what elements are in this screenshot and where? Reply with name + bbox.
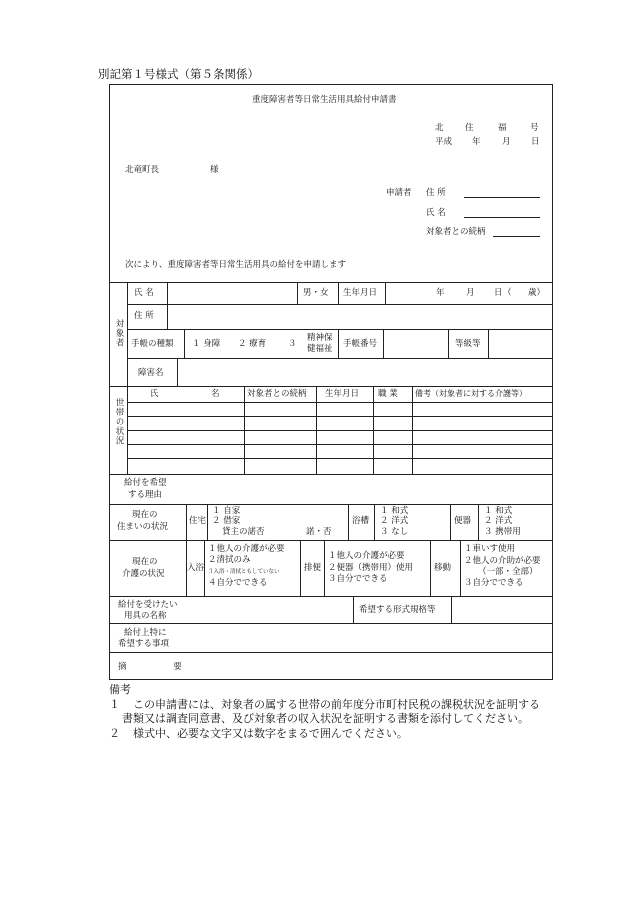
applicant-name-field[interactable]	[464, 209, 540, 218]
date-month[interactable]: 月	[502, 137, 511, 147]
excretion-option-3[interactable]: ３自分でできる	[328, 574, 388, 584]
handbook-option-3[interactable]: ３	[288, 339, 297, 349]
household-header-remarks: 備考（対象者に対する介護等）	[415, 389, 527, 398]
disability-field[interactable]	[178, 359, 552, 386]
spec-field[interactable]	[452, 597, 552, 623]
subject-name-field[interactable]	[168, 283, 297, 304]
mobility-option-2-detail[interactable]: （一部・全部）	[478, 567, 538, 577]
handbook-number-label: 手帳番号	[343, 339, 378, 349]
mental-health-line2: 健福祉	[307, 344, 333, 354]
summary-label: 摘 要	[118, 662, 204, 672]
application-form	[109, 84, 553, 680]
bath-option-3[interactable]: ３ なし	[380, 527, 409, 537]
household-header-name-1: 氏	[150, 389, 159, 399]
note-item-2	[109, 727, 540, 742]
disability-label: 障害名	[138, 368, 164, 378]
addressee-honorific: 様	[210, 165, 219, 175]
handbook-option-1[interactable]: １ 身障	[192, 339, 221, 349]
subject-section-label: 対象者	[114, 319, 124, 348]
household-header-job: 職 業	[378, 389, 398, 399]
housing-option-2[interactable]: ２ 借家	[212, 516, 241, 526]
form-title: 重度障害者等日常生活用具給付申請書	[252, 95, 397, 105]
mental-health-line1: 精神保	[307, 333, 333, 343]
bath-label: 浴槽	[352, 516, 370, 526]
household-header-relation: 対象者との続柄	[247, 389, 307, 399]
subject-birth-year[interactable]: 年	[436, 288, 445, 298]
equipment-label-1: 給付を受けたい	[118, 600, 178, 610]
applicant-label: 申請者	[386, 188, 412, 198]
reason-field[interactable]	[187, 475, 552, 504]
subject-age[interactable]: 歳）	[528, 288, 546, 298]
applicant-name-label: 氏 名	[426, 208, 446, 218]
date-day[interactable]: 日	[531, 137, 540, 147]
housing-option-1[interactable]: １ 自家	[212, 506, 241, 516]
care-label-1: 現在の	[132, 557, 158, 567]
bathing-option-4[interactable]: ４自分でできる	[208, 578, 268, 588]
notes-heading: 備考	[109, 683, 131, 696]
page-header: 別記第１号様式（第５条関係）	[98, 67, 259, 81]
household-header-name-2: 名	[211, 389, 220, 399]
handbook-option-2[interactable]: ２ 療育	[238, 339, 267, 349]
date-era[interactable]: 平成	[435, 137, 453, 147]
office-code-1: 北	[435, 123, 444, 133]
mobility-option-3[interactable]: ３自分でできる	[464, 578, 524, 588]
subject-sex[interactable]: 男・女	[303, 288, 329, 298]
spec-label: 希望する形式規格等	[359, 605, 436, 615]
office-code-3: 福	[498, 123, 507, 133]
reason-label-1: 給付を希望	[124, 478, 167, 488]
mobility-option-1[interactable]: １車いす使用	[464, 544, 516, 554]
special-label-2: 希望する事項	[118, 639, 170, 649]
bathing-option-3[interactable]: ３入浴・清拭ともしていない	[208, 569, 280, 575]
subject-birth-day[interactable]: 日	[494, 288, 503, 298]
mobility-label: 移動	[434, 563, 452, 573]
household-header-birth: 生年月日	[325, 389, 360, 399]
housing-label: 住宅	[189, 516, 207, 526]
subject-address-label: 住 所	[134, 311, 154, 321]
bathing-option-1[interactable]: １他人の介護が必要	[208, 544, 285, 554]
toilet-label: 便器	[454, 516, 472, 526]
notes	[109, 683, 540, 741]
subject-birth-label: 生年月日	[343, 288, 378, 298]
equipment-field[interactable]	[187, 597, 353, 623]
living-label-1: 現在の	[132, 510, 158, 520]
note-item-1	[109, 698, 540, 713]
toilet-option-2[interactable]: ２ 洋式	[484, 516, 513, 526]
toilet-option-3[interactable]: ３ 携帯用	[484, 527, 521, 537]
special-field[interactable]	[187, 624, 552, 652]
equipment-label-2: 用具の名称	[124, 611, 167, 621]
household-section-label: 世帯の状況	[114, 398, 124, 446]
note-2-line1: 様式中、必要な文字又は数字をまるで囲んでください。	[133, 726, 408, 740]
note-2-number: ２	[109, 726, 120, 740]
subject-age-open: （	[503, 288, 512, 298]
bathing-option-2[interactable]: ２清拭のみ	[208, 555, 251, 565]
landlord-consent[interactable]: 諾・否	[306, 527, 332, 537]
office-code-2: 住	[465, 123, 474, 133]
mobility-option-2[interactable]: ２他人の介助が必要	[464, 556, 541, 566]
handbook-label: 手帳の種類	[131, 339, 174, 349]
reason-label-2: する理由	[128, 490, 163, 500]
date-year[interactable]: 年	[472, 137, 481, 147]
applicant-address-label: 住 所	[426, 188, 446, 198]
applicant-address-field[interactable]	[464, 189, 540, 198]
addressee-name: 北竜町長	[125, 165, 160, 175]
landlord-label: 貸主の諾否	[222, 527, 265, 537]
office-code-4: 号	[530, 123, 539, 133]
bath-option-2[interactable]: ２ 洋式	[380, 516, 409, 526]
note-1-line1: この申請書には、対象者の属する世帯の前年度分市町村民税の課税状況を証明する	[133, 697, 540, 711]
special-label-1: 給付上特に	[124, 628, 167, 638]
bath-option-1[interactable]: １ 和式	[380, 506, 409, 516]
applicant-relation-field[interactable]	[493, 228, 540, 237]
subject-birth-month[interactable]: 月	[466, 288, 475, 298]
note-1-line2: 書類又は調査同意書、及び対象者の収入状況を証明する書類を添付してください。	[122, 712, 529, 725]
applicant-relation-label: 対象者との続柄	[426, 227, 486, 237]
request-sentence: 次により、重度障害者等日常生活用具の給付を申請します	[125, 260, 347, 270]
subject-address-field[interactable]	[168, 305, 552, 329]
care-label-2: 介護の状況	[122, 569, 165, 579]
summary-field[interactable]	[187, 653, 552, 680]
living-label-2: 住まいの状況	[117, 522, 169, 532]
excretion-option-1[interactable]: １他人の介護が必要	[328, 551, 405, 561]
subject-name-label: 氏 名	[134, 288, 154, 298]
grade-label: 等級等	[455, 339, 481, 349]
note-1-number: １	[109, 697, 120, 711]
excretion-option-2[interactable]: ２便器（携帯用）使用	[328, 563, 414, 573]
excretion-label: 排便	[304, 563, 322, 573]
toilet-option-1[interactable]: １ 和式	[484, 506, 513, 516]
bathing-label: 入浴	[187, 563, 205, 573]
